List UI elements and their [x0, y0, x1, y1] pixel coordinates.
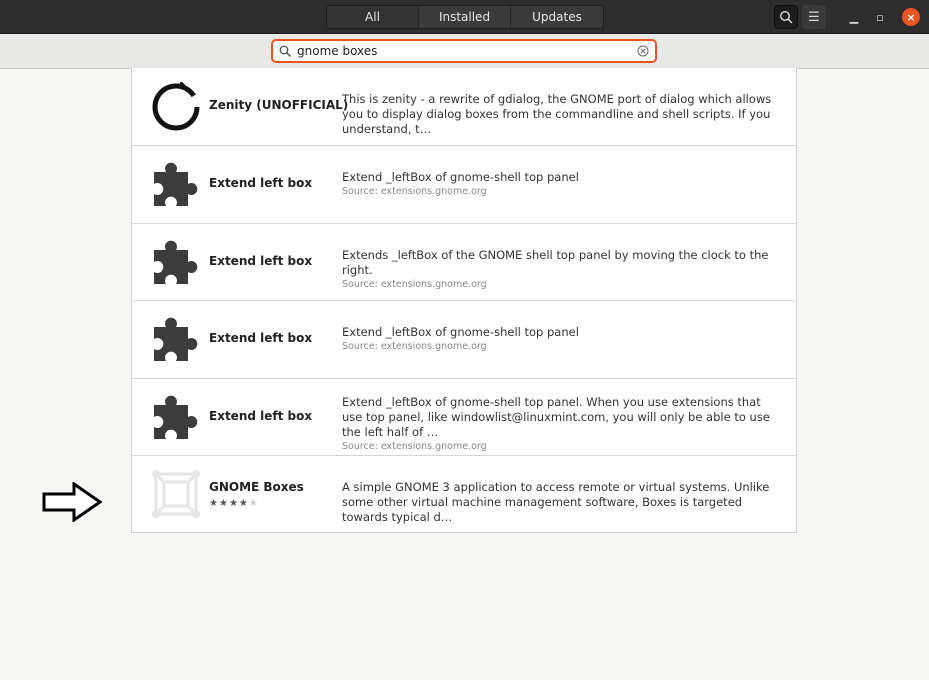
menu-button[interactable] [802, 5, 826, 29]
maximize-button[interactable]: ▫ [876, 10, 884, 24]
puzzle-icon [150, 313, 202, 365]
app-description: Extends _leftBox of the GNOME shell top panel by moving the clock to the right. Source: extensions.gnome.org [342, 248, 782, 292]
search-icon [279, 45, 291, 57]
search-input[interactable] [271, 39, 657, 63]
tab-installed[interactable]: Installed [419, 6, 511, 28]
app-description: A simple GNOME 3 application to access remote or virtual systems. Unlike some other virtual machine management software, Boxes is targeted towards typical d… [342, 479, 770, 524]
arrow-right-icon [42, 482, 102, 522]
app-name: Extend left box [209, 331, 313, 346]
result-row[interactable] [132, 68, 796, 145]
view-tabs [326, 5, 604, 29]
star-icon: ★ [218, 497, 229, 509]
result-row[interactable] [132, 223, 796, 300]
close-button[interactable]: × [902, 8, 920, 26]
app-source: Source: extensions.gnome.org [342, 440, 487, 452]
minimize-button[interactable]: ▁ [849, 10, 859, 24]
boxes-icon [150, 468, 202, 520]
tab-all[interactable]: All [327, 6, 419, 28]
result-row[interactable] [132, 455, 796, 532]
app-source: Source: extensions.gnome.org [342, 278, 487, 290]
app-name: Extend left box [209, 408, 313, 423]
tab-updates[interactable]: Updates [511, 6, 603, 28]
app-name: GNOME Boxes [209, 479, 304, 494]
app-description: Extend _leftBox of gnome-shell top panel Source: extensions.gnome.org [342, 170, 782, 199]
app-name: Extend left box [209, 253, 313, 268]
search-bar [0, 34, 929, 69]
hamburger-icon: ☰ [808, 9, 820, 25]
app-description: Extend _leftBox of gnome-shell top panel Source: extensions.gnome.org [342, 325, 782, 354]
zenity-logo-icon [150, 80, 202, 132]
result-row[interactable] [132, 378, 796, 455]
puzzle-icon [150, 391, 202, 443]
search-toggle-button[interactable] [774, 5, 798, 29]
star-rating [209, 498, 259, 509]
app-source: Source: extensions.gnome.org [342, 341, 487, 353]
star-icon: ★ [238, 497, 249, 509]
puzzle-icon [150, 158, 202, 210]
app-name: Zenity (UNOFFICIAL) [209, 98, 349, 112]
star-icon: ★ [228, 497, 239, 509]
search-value: gnome boxes [297, 44, 378, 58]
app-description: Extend _leftBox of gnome-shell top panel. When you use extensions that use top panel, like windowlist@linuxmint.com, you will only be able to use the left half of … Source: extensions.gnome.org [342, 395, 782, 454]
result-row[interactable] [132, 300, 796, 377]
search-icon [779, 10, 793, 24]
app-description: This is zenity - a rewrite of gdialog, the GNOME port of dialog which allows you to display dialog boxes from the commandline and shell scripts. If you understand, t… [342, 92, 772, 136]
star-icon: ★ [248, 497, 259, 509]
app-name: Extend left box [209, 176, 313, 191]
search-results-list [131, 68, 797, 533]
result-row[interactable] [132, 145, 796, 222]
puzzle-icon [150, 236, 202, 288]
app-source: Source: extensions.gnome.org [342, 186, 487, 198]
star-icon: ★ [209, 497, 219, 509]
clear-search-icon[interactable] [637, 45, 649, 57]
header-bar [0, 0, 929, 34]
